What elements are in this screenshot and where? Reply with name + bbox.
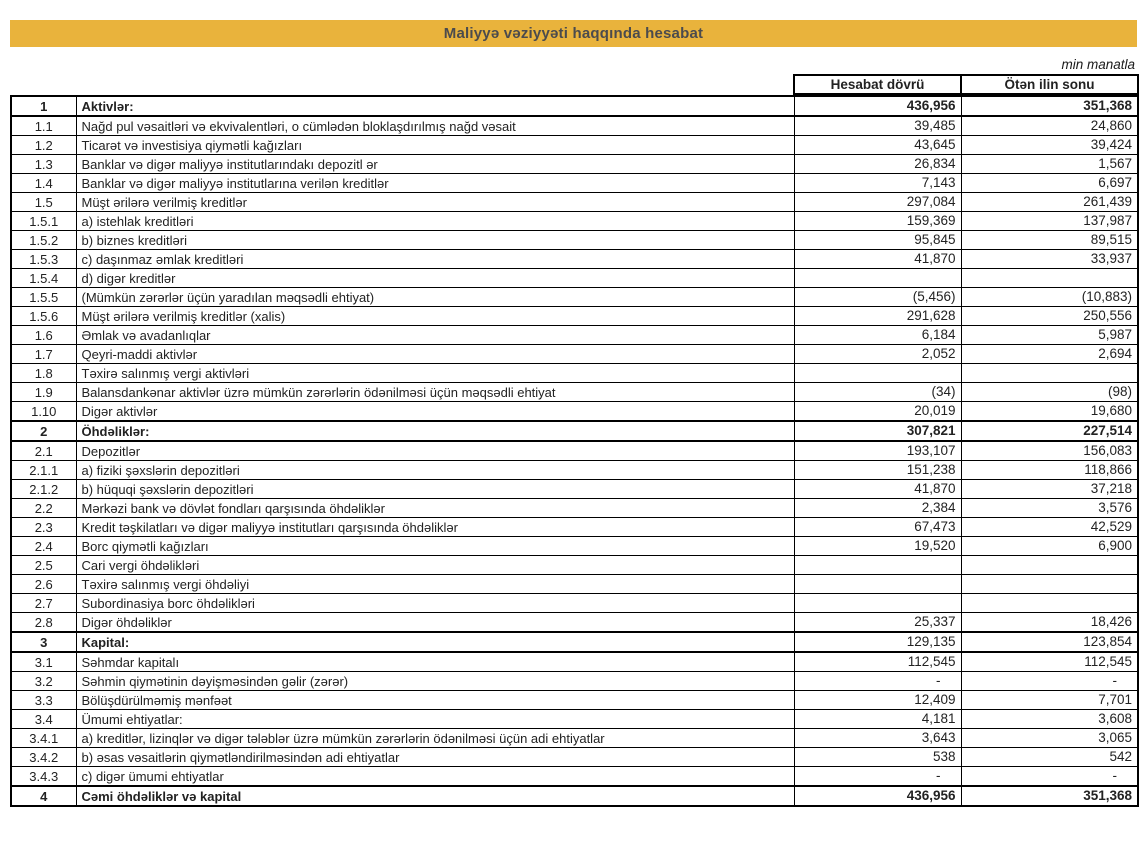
row-value-previous: 156,083 bbox=[961, 441, 1138, 461]
row-label: Digər öhdəliklər bbox=[76, 613, 794, 633]
table-row bbox=[11, 174, 1138, 193]
row-num: 2 bbox=[11, 421, 76, 441]
row-value-period: 436,956 bbox=[794, 96, 961, 116]
row-value-previous: 42,529 bbox=[961, 518, 1138, 537]
row-num: 1.9 bbox=[11, 383, 76, 402]
financial-table-body bbox=[11, 96, 1138, 806]
row-num: 1.5.1 bbox=[11, 212, 76, 231]
table-row bbox=[11, 250, 1138, 269]
table-row bbox=[11, 326, 1138, 345]
row-num: 1.4 bbox=[11, 174, 76, 193]
table-row bbox=[11, 652, 1138, 672]
row-value-period: 2,384 bbox=[794, 499, 961, 518]
row-num: 4 bbox=[11, 786, 76, 806]
row-value-period: 307,821 bbox=[794, 421, 961, 441]
row-num: 1.6 bbox=[11, 326, 76, 345]
row-label: d) digər kreditlər bbox=[76, 269, 794, 288]
row-value-previous: - bbox=[961, 767, 1138, 787]
row-label: Təxirə salınmış vergi öhdəliyi bbox=[76, 575, 794, 594]
row-label: Subordinasiya borc öhdəlikləri bbox=[76, 594, 794, 613]
row-label: Mərkəzi bank və dövlət fondları qarşısında öhdəliklər bbox=[76, 499, 794, 518]
row-label: Müşt ərilərə verilmiş kreditlər bbox=[76, 193, 794, 212]
row-label: Səhmdar kapitalı bbox=[76, 652, 794, 672]
row-value-previous: 5,987 bbox=[961, 326, 1138, 345]
row-value-period: 193,107 bbox=[794, 441, 961, 461]
row-value-previous: 3,608 bbox=[961, 710, 1138, 729]
row-value-previous: 2,694 bbox=[961, 345, 1138, 364]
row-num: 1 bbox=[11, 96, 76, 116]
table-row bbox=[11, 136, 1138, 155]
row-label: Kredit təşkilatları və digər maliyyə institutları qarşısında öhdəliklər bbox=[76, 518, 794, 537]
table-row bbox=[11, 288, 1138, 307]
row-value-period bbox=[794, 556, 961, 575]
table-row bbox=[11, 116, 1138, 136]
row-value-previous: (10,883) bbox=[961, 288, 1138, 307]
row-value-period bbox=[794, 364, 961, 383]
row-value-period: 26,834 bbox=[794, 155, 961, 174]
row-value-period: 151,238 bbox=[794, 461, 961, 480]
row-value-previous: - bbox=[961, 672, 1138, 691]
row-value-period: 436,956 bbox=[794, 786, 961, 806]
row-label: b) biznes kreditləri bbox=[76, 231, 794, 250]
row-label: Ümumi ehtiyatlar: bbox=[76, 710, 794, 729]
table-row bbox=[11, 96, 1138, 116]
table-row bbox=[11, 480, 1138, 499]
row-value-previous: 6,697 bbox=[961, 174, 1138, 193]
row-value-period: 67,473 bbox=[794, 518, 961, 537]
row-value-period: - bbox=[794, 767, 961, 787]
row-value-previous: 123,854 bbox=[961, 632, 1138, 652]
row-value-period bbox=[794, 269, 961, 288]
report-title-banner bbox=[10, 20, 1137, 47]
row-num: 2.2 bbox=[11, 499, 76, 518]
row-value-period: 297,084 bbox=[794, 193, 961, 212]
row-label: a) istehlak kreditləri bbox=[76, 212, 794, 231]
row-num: 1.5.6 bbox=[11, 307, 76, 326]
row-value-previous: 1,567 bbox=[961, 155, 1138, 174]
row-value-previous bbox=[961, 269, 1138, 288]
row-num: 1.5.2 bbox=[11, 231, 76, 250]
row-value-previous: 7,701 bbox=[961, 691, 1138, 710]
row-value-previous: 250,556 bbox=[961, 307, 1138, 326]
row-value-period bbox=[794, 594, 961, 613]
row-label: Balansdankənar aktivlər üzrə mümkün zərərlərin ödənilməsi üçün məqsədli ehtiyat bbox=[76, 383, 794, 402]
row-value-period: 4,181 bbox=[794, 710, 961, 729]
row-value-previous: 89,515 bbox=[961, 231, 1138, 250]
row-label: a) kreditlər, lizinqlər və digər tələblər üzrə mümkün zərərlərin ödənilməsi üçün adi ehtiyatlar bbox=[76, 729, 794, 748]
row-value-period: 3,643 bbox=[794, 729, 961, 748]
table-row bbox=[11, 710, 1138, 729]
row-value-previous bbox=[961, 556, 1138, 575]
row-value-period: (5,456) bbox=[794, 288, 961, 307]
row-value-previous: 118,866 bbox=[961, 461, 1138, 480]
report-title: Maliyyə vəziyyəti haqqında hesabat bbox=[443, 25, 704, 42]
row-value-period: 39,485 bbox=[794, 116, 961, 136]
row-value-period: (34) bbox=[794, 383, 961, 402]
table-row bbox=[11, 307, 1138, 326]
financial-table bbox=[10, 95, 1139, 807]
row-label: Cari vergi öhdəlikləri bbox=[76, 556, 794, 575]
column-header-row bbox=[794, 75, 1138, 94]
row-num: 2.4 bbox=[11, 537, 76, 556]
row-value-previous: 351,368 bbox=[961, 786, 1138, 806]
row-value-previous: 6,900 bbox=[961, 537, 1138, 556]
row-value-previous: 351,368 bbox=[961, 96, 1138, 116]
row-value-period: 159,369 bbox=[794, 212, 961, 231]
row-num: 2.1 bbox=[11, 441, 76, 461]
table-row bbox=[11, 499, 1138, 518]
table-row bbox=[11, 421, 1138, 441]
row-value-previous: 227,514 bbox=[961, 421, 1138, 441]
row-value-period bbox=[794, 575, 961, 594]
table-row bbox=[11, 594, 1138, 613]
row-label: Ticarət və investisiya qiymətli kağızları bbox=[76, 136, 794, 155]
row-label: Banklar və digər maliyyə institutlarındakı depozitl ər bbox=[76, 155, 794, 174]
row-value-previous: (98) bbox=[961, 383, 1138, 402]
row-num: 2.6 bbox=[11, 575, 76, 594]
row-label: Digər aktivlər bbox=[76, 402, 794, 422]
row-value-period: 6,184 bbox=[794, 326, 961, 345]
column-header-previous: Ötən ilin sonu bbox=[961, 75, 1138, 94]
row-label: Nağd pul vəsaitləri və ekvivalentləri, o cümlədən bloklaşdırılmış nağd vəsait bbox=[76, 116, 794, 136]
row-num: 1.2 bbox=[11, 136, 76, 155]
row-label: Aktivlər: bbox=[76, 96, 794, 116]
row-num: 3.3 bbox=[11, 691, 76, 710]
row-num: 2.7 bbox=[11, 594, 76, 613]
row-num: 1.8 bbox=[11, 364, 76, 383]
table-row bbox=[11, 269, 1138, 288]
row-label: (Mümkün zərərlər üçün yaradılan məqsədli ehtiyat) bbox=[76, 288, 794, 307]
row-value-period: 2,052 bbox=[794, 345, 961, 364]
row-value-period: 19,520 bbox=[794, 537, 961, 556]
row-value-previous: 3,065 bbox=[961, 729, 1138, 748]
row-label: Təxirə salınmış vergi aktivləri bbox=[76, 364, 794, 383]
row-value-period: 112,545 bbox=[794, 652, 961, 672]
row-label: Kapital: bbox=[76, 632, 794, 652]
row-num: 2.1.2 bbox=[11, 480, 76, 499]
row-num: 3.2 bbox=[11, 672, 76, 691]
row-num: 1.5.3 bbox=[11, 250, 76, 269]
table-row bbox=[11, 383, 1138, 402]
report-page bbox=[10, 20, 1137, 807]
table-row bbox=[11, 155, 1138, 174]
table-row bbox=[11, 729, 1138, 748]
row-value-previous: 39,424 bbox=[961, 136, 1138, 155]
row-num: 2.5 bbox=[11, 556, 76, 575]
row-num: 1.5.4 bbox=[11, 269, 76, 288]
row-num: 1.10 bbox=[11, 402, 76, 422]
table-row bbox=[11, 402, 1138, 422]
row-label: Səhmin qiymətinin dəyişməsindən gəlir (zərər) bbox=[76, 672, 794, 691]
row-num: 3 bbox=[11, 632, 76, 652]
row-num: 1.5 bbox=[11, 193, 76, 212]
row-value-previous: 137,987 bbox=[961, 212, 1138, 231]
row-value-period: 41,870 bbox=[794, 250, 961, 269]
row-label: Bölüşdürülməmiş mənfəət bbox=[76, 691, 794, 710]
row-value-previous: 19,680 bbox=[961, 402, 1138, 422]
column-header-period: Hesabat dövrü bbox=[794, 75, 961, 94]
table-row bbox=[11, 518, 1138, 537]
row-num: 1.7 bbox=[11, 345, 76, 364]
row-value-period: 25,337 bbox=[794, 613, 961, 633]
row-value-period: 12,409 bbox=[794, 691, 961, 710]
row-label: Borc qiymətli kağızları bbox=[76, 537, 794, 556]
row-value-previous bbox=[961, 594, 1138, 613]
table-row bbox=[11, 786, 1138, 806]
row-value-period: 7,143 bbox=[794, 174, 961, 193]
table-row bbox=[11, 556, 1138, 575]
table-row bbox=[11, 441, 1138, 461]
row-value-previous: 24,860 bbox=[961, 116, 1138, 136]
row-label: Müşt ərilərə verilmiş kreditlər (xalis) bbox=[76, 307, 794, 326]
row-value-previous: 112,545 bbox=[961, 652, 1138, 672]
row-num: 3.4.3 bbox=[11, 767, 76, 787]
row-value-period: 129,135 bbox=[794, 632, 961, 652]
unit-note: min manatla bbox=[1061, 57, 1135, 72]
row-value-period: - bbox=[794, 672, 961, 691]
row-label: Cəmi öhdəliklər və kapital bbox=[76, 786, 794, 806]
row-label: b) əsas vəsaitlərin qiymətləndirilməsindən adi ehtiyatlar bbox=[76, 748, 794, 767]
table-row bbox=[11, 672, 1138, 691]
row-label: c) digər ümumi ehtiyatlar bbox=[76, 767, 794, 787]
table-row bbox=[11, 691, 1138, 710]
row-num: 2.3 bbox=[11, 518, 76, 537]
row-label: Qeyri-maddi aktivlər bbox=[76, 345, 794, 364]
table-row bbox=[11, 748, 1138, 767]
row-label: c) daşınmaz əmlak kreditləri bbox=[76, 250, 794, 269]
table-row bbox=[11, 193, 1138, 212]
row-num: 2.1.1 bbox=[11, 461, 76, 480]
table-row bbox=[11, 767, 1138, 787]
row-num: 1.5.5 bbox=[11, 288, 76, 307]
row-value-previous: 542 bbox=[961, 748, 1138, 767]
table-row bbox=[11, 537, 1138, 556]
row-value-previous: 3,576 bbox=[961, 499, 1138, 518]
row-value-period: 41,870 bbox=[794, 480, 961, 499]
row-num: 3.4 bbox=[11, 710, 76, 729]
table-row bbox=[11, 575, 1138, 594]
table-row bbox=[11, 345, 1138, 364]
row-value-period: 95,845 bbox=[794, 231, 961, 250]
row-label: b) hüquqi şəxslərin depozitləri bbox=[76, 480, 794, 499]
row-value-period: 291,628 bbox=[794, 307, 961, 326]
table-row bbox=[11, 632, 1138, 652]
row-value-previous bbox=[961, 364, 1138, 383]
row-value-period: 538 bbox=[794, 748, 961, 767]
row-num: 3.4.1 bbox=[11, 729, 76, 748]
row-label: Əmlak və avadanlıqlar bbox=[76, 326, 794, 345]
row-num: 1.3 bbox=[11, 155, 76, 174]
column-header-table bbox=[793, 74, 1139, 95]
row-label: Öhdəliklər: bbox=[76, 421, 794, 441]
table-row bbox=[11, 461, 1138, 480]
row-value-previous bbox=[961, 575, 1138, 594]
row-value-previous: 33,937 bbox=[961, 250, 1138, 269]
row-num: 1.1 bbox=[11, 116, 76, 136]
row-value-period: 20,019 bbox=[794, 402, 961, 422]
row-num: 3.1 bbox=[11, 652, 76, 672]
table-row bbox=[11, 613, 1138, 633]
row-num: 2.8 bbox=[11, 613, 76, 633]
row-num: 3.4.2 bbox=[11, 748, 76, 767]
row-value-previous: 18,426 bbox=[961, 613, 1138, 633]
row-value-previous: 37,218 bbox=[961, 480, 1138, 499]
table-row bbox=[11, 364, 1138, 383]
row-label: a) fiziki şəxslərin depozitləri bbox=[76, 461, 794, 480]
table-row bbox=[11, 231, 1138, 250]
row-label: Banklar və digər maliyyə institutlarına verilən kreditlər bbox=[76, 174, 794, 193]
row-value-previous: 261,439 bbox=[961, 193, 1138, 212]
table-row bbox=[11, 212, 1138, 231]
row-value-period: 43,645 bbox=[794, 136, 961, 155]
row-label: Depozitlər bbox=[76, 441, 794, 461]
